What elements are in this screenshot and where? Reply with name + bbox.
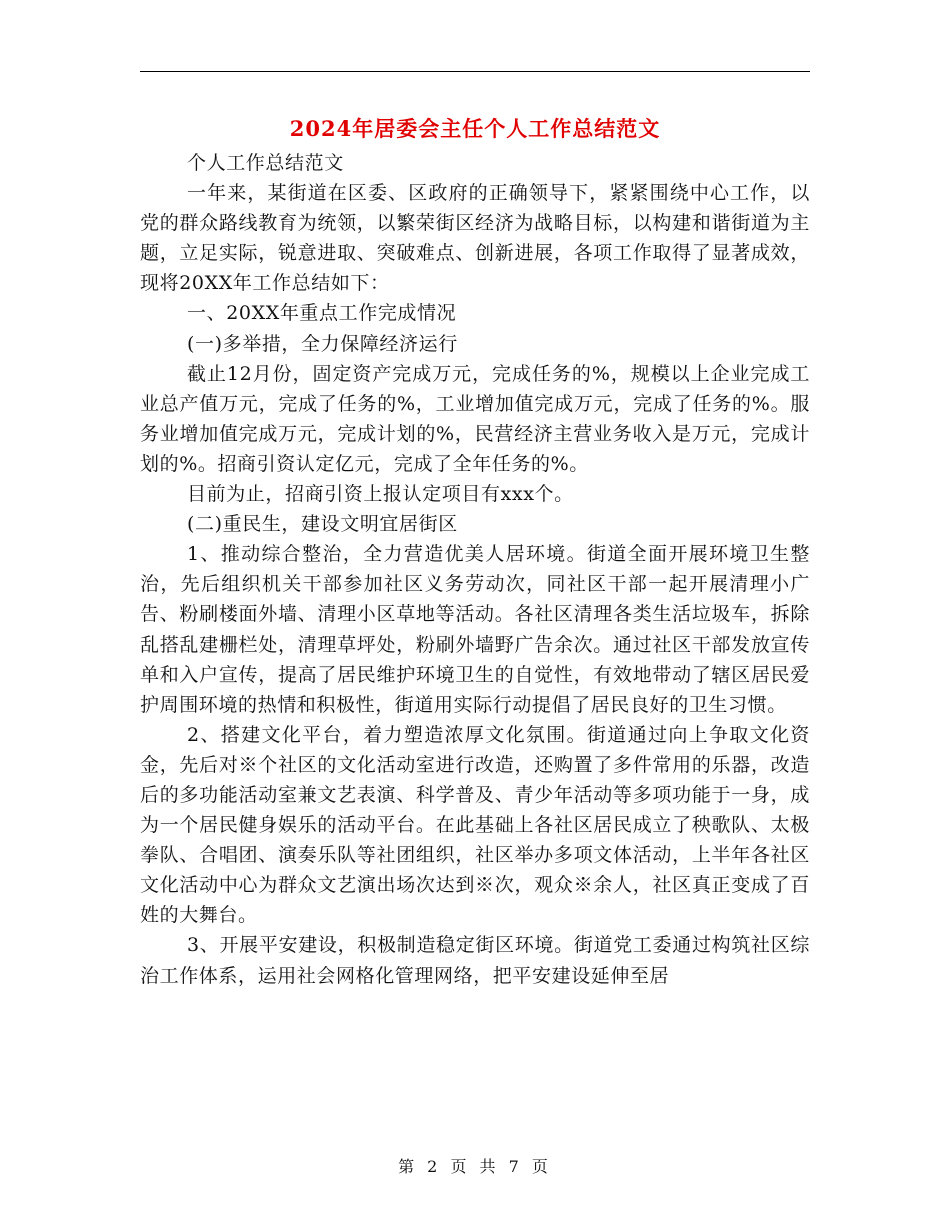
document-title: 2024年居委会主任个人工作总结范文	[289, 116, 661, 141]
header-rule	[140, 71, 810, 72]
subsection-heading-1: (一)多举措，全力保障经济运行	[187, 332, 458, 355]
page-number: 第 2 页 共 7 页	[398, 1157, 552, 1176]
paragraph-culture: 2、搭建文化平台，着力塑造浓厚文化氛围。街道通过向上争取文化资金，先后对※个社区的文化活动室进行改造，还购置了多件常用的乐器，改造后的多功能活动室兼文艺表演、科学普及、青少年活动等多项功能于一身，成为一个居民健身娱乐的活动平台。在此基础上各社区居民成立了秧歌队、太极拳队、合唱团、演奏乐队等社团组织，社区举办多项文体活动，上半年各社区文化活动中心为群众文艺演出场次达到※次，观众※余人，社区真正变成了百姓的大舞台。	[140, 723, 810, 927]
document-body	[140, 148, 810, 991]
paragraph-intro: 一年来，某街道在区委、区政府的正确领导下，紧紧围绕中心工作，以党的群众路线教育为统领，以繁荣街区经济为战略目标，以构建和谐街道为主题，立足实际，锐意进取、突破难点、创新进展，各项工作取得了显著成效，现将20XX年工作总结如下：	[140, 182, 810, 295]
paragraph-investment: 目前为止，招商引资上报认定项目有xxx个。	[187, 483, 574, 506]
subsection-heading-2: (二)重民生，建设文明宜居街区	[187, 513, 458, 536]
paragraph-safety: 3、开展平安建设，积极制造稳定街区环境。街道党工委通过构筑社区综治工作体系，运用社会网格化管理网络，把平安建设延伸至居	[140, 934, 810, 987]
paragraph-environment: 1、推动综合整治，全力营造优美人居环境。街道全面开展环境卫生整治，先后组织机关干部参加社区义务劳动次，同社区干部一起开展清理小广告、粉刷楼面外墙、清理小区草地等活动。各社区清理各类生活垃圾车，拆除乱搭乱建栅栏处，清理草坪处，粉刷外墙野广告余次。通过社区干部发放宣传单和入户宣传，提高了居民维护环境卫生的自觉性，有效地带动了辖区居民爱护周围环境的热情和积极性，街道用实际行动提倡了居民良好的卫生习惯。	[140, 543, 810, 716]
paragraph-subtitle: 个人工作总结范文	[187, 152, 344, 174]
paragraph-economy: 截止12月份，固定资产完成万元，完成任务的%，规模以上企业完成工业总产值万元，完成了任务的%，工业增加值完成万元，完成了任务的%。服务业增加值完成万元，完成计划的%，民营经济主营业务收入是万元，完成计划的%。招商引资认定亿元，完成了全年任务的%。	[140, 362, 810, 475]
section-heading-1: 一、20XX年重点工作完成情况	[187, 302, 457, 325]
